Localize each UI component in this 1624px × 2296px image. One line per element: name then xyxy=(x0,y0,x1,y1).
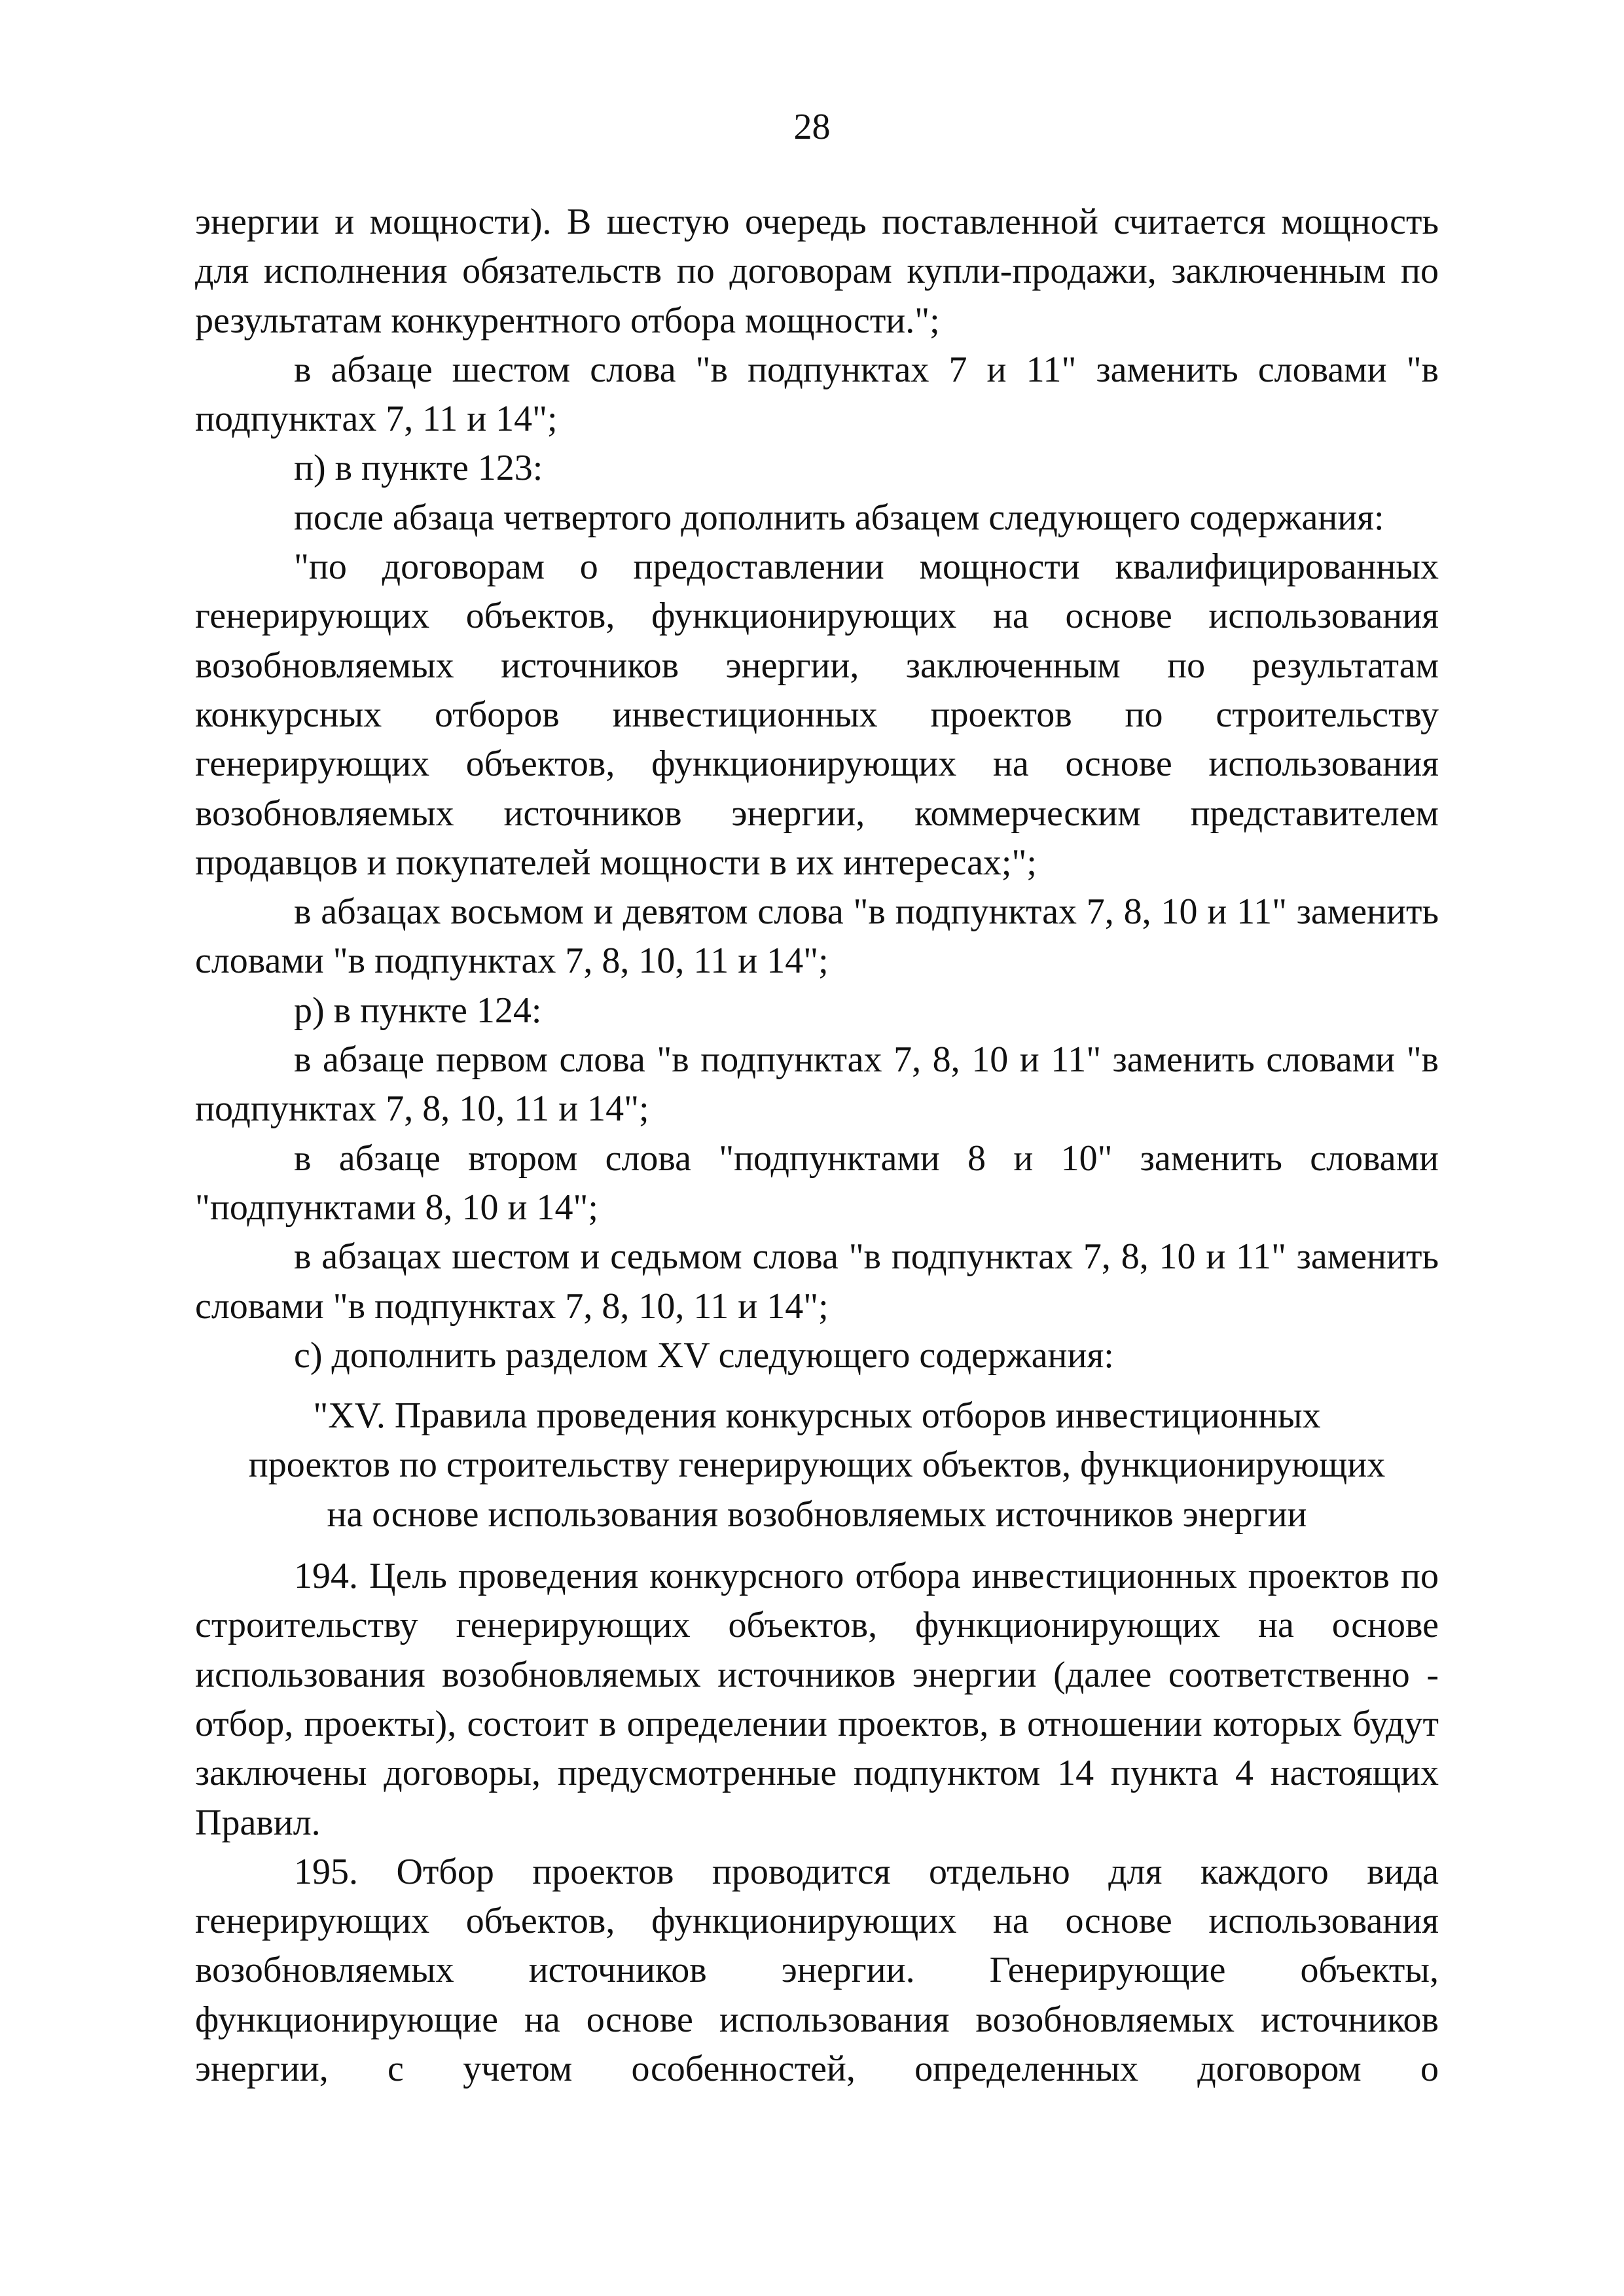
paragraph-item-s: с) дополнить разделом XV следующего содержания: xyxy=(294,1335,1114,1376)
paragraph-194: 194. Цель проведения конкурсного отбора инвестиционных проектов по строительству генерирующих объектов, функционирующих на основе использования возобновляемых источников энергии (далее соответственно - отбор, проекты), состоит в определении проектов, в отношении которых будут заключены договоры, предусмотренные подпунктом 14 пункта 4 настоящих Правил. xyxy=(195,1556,1439,1843)
section-heading-line: "XV. Правила проведения конкурсных отборов инвестиционных xyxy=(313,1395,1321,1437)
page-number: 28 xyxy=(793,107,831,147)
paragraph-abzac-2: в абзаце втором слова "подпунктами 8 и 10" заменить словами "подпунктами 8, 10 и 14"; xyxy=(195,1138,1439,1228)
paragraph-abzac-1: в абзаце первом слова "в подпунктах 7, 8, 10 и 11" заменить словами "в подпунктах 7, 8, 10, 11 и 14"; xyxy=(195,1039,1439,1130)
paragraph-abzac-8-9: в абзацах восьмом и девятом слова "в подпунктах 7, 8, 10 и 11" заменить словами "в подпунктах 7, 8, 10, 11 и 14"; xyxy=(195,891,1439,982)
section-heading-line: на основе использования возобновляемых источников энергии xyxy=(327,1494,1307,1535)
paragraph-item-r: р) в пункте 124: xyxy=(294,990,542,1031)
paragraph-item-p: п) в пункте 123: xyxy=(294,448,543,489)
paragraph-abzac-6-7: в абзацах шестом и седьмом слова "в подпунктах 7, 8, 10 и 11" заменить словами "в подпунктах 7, 8, 10, 11 и 14"; xyxy=(195,1236,1439,1327)
paragraph-195: 195. Отбор проектов проводится отдельно для каждого вида генерирующих объектов, функционирующих на основе использования возобновляемых источников энергии. Генерирующие объекты, функционирующие на основе использования возобновляемых источников энергии, с учетом особенностей, определенных договором о xyxy=(195,1851,1439,2089)
paragraph-amendment-abzac-6: в абзаце шестом слова "в подпунктах 7 и 11" заменить словами "в подпунктах 7, 11 и 14"; xyxy=(195,349,1439,440)
section-heading-line: проектов по строительству генерирующих объектов, функционирующих xyxy=(248,1444,1386,1486)
section-heading xyxy=(195,1391,1439,1539)
document-body xyxy=(195,198,1439,2094)
paragraph-continuation: энергии и мощности). В шестую очередь поставленной считается мощность для исполнения обязательств по договорам купли-продажи, заключенным по результатам конкурентного отбора мощности."; xyxy=(195,202,1439,341)
paragraph-quoted-insert: "по договорам о предоставлении мощности квалифицированных генерирующих объектов, функционирующих на основе использования возобновляемых источников энергии, заключенным по результатам конкурсных отборов инвестиционных проектов по строительству генерирующих объектов, функционирующих на основе использования возобновляемых источников энергии, коммерческим представителем продавцов и покупателей мощности в их интересах;"; xyxy=(195,547,1439,883)
paragraph-after-abzac-4: после абзаца четвертого дополнить абзацем следующего содержания: xyxy=(294,497,1384,538)
